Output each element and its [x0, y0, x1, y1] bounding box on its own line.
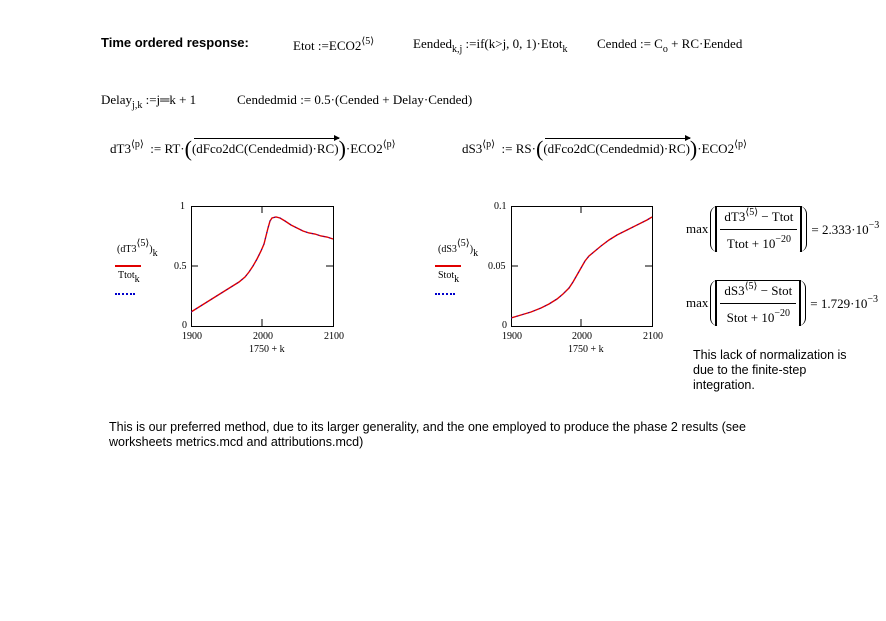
x-axis-label: 1750 + k: [249, 344, 285, 355]
abs-bars: [710, 206, 807, 252]
eq-op: :=: [465, 36, 477, 51]
ytick: 0: [182, 320, 187, 331]
normalization-note: This lack of normalization is due to the finite-step integration.: [693, 348, 847, 392]
section-heading: Time ordered response:: [101, 35, 249, 50]
legend-label: Stot: [438, 270, 455, 281]
xtick: 2000: [572, 331, 592, 342]
result-value: [811, 220, 879, 238]
legend-superscript: ⟨5⟩: [456, 238, 470, 249]
close-paren: ): [338, 136, 346, 161]
fraction: [720, 207, 797, 252]
eq-op: :=: [317, 38, 329, 53]
plot-legend-series2: [118, 270, 140, 285]
eq-coef: RT·: [164, 141, 185, 156]
legend-label: Ttot: [118, 270, 135, 281]
num-text: dT3: [724, 209, 746, 224]
legend-subscript: k: [134, 274, 140, 285]
denominator: [720, 230, 797, 252]
ytick: 0.5: [174, 261, 187, 272]
x-axis-label: 1750 + k: [568, 344, 604, 355]
eq-subscript: k: [562, 44, 568, 55]
legend-label: (dS3: [438, 244, 457, 255]
result-value: [810, 294, 878, 312]
max-function: max: [686, 221, 709, 236]
eq-rhs: if(k>j, 0, 1)·Etot: [476, 36, 563, 51]
equation-dT3[interactable]: [110, 136, 396, 162]
eq-superscript: ⟨p⟩: [382, 139, 396, 150]
num-text: − Ttot: [758, 209, 794, 224]
eq-rhs: 0.5·(Cended + Delay·Cended): [314, 92, 473, 107]
eq-op: :=: [639, 36, 651, 51]
ytick: 0.05: [488, 261, 506, 272]
eq-lhs: Etot: [293, 38, 315, 53]
eq-rhs: ECO2: [328, 38, 362, 53]
eq-lhs: Cendedmid: [237, 92, 297, 107]
legend-line-blue: [435, 293, 455, 295]
legend-label: (dT3: [117, 244, 137, 255]
max-function: max: [686, 295, 709, 310]
legend-subscript: k: [152, 248, 158, 259]
numerator: [720, 281, 796, 304]
plot-area: [191, 206, 334, 327]
numerator: [720, 207, 797, 230]
eq-tail: ·ECO2: [345, 141, 383, 156]
eq-op: :=: [300, 92, 312, 107]
eq-lhs: Eended: [413, 36, 452, 51]
xtick: 2100: [643, 331, 663, 342]
equation-cendedmid[interactable]: [237, 92, 472, 108]
legend-subscript: k: [473, 248, 479, 259]
legend-line-blue: [115, 293, 135, 295]
den-superscript: −20: [775, 234, 791, 245]
legend-label: ): [469, 244, 474, 255]
eq-lhs: dS3: [462, 141, 483, 156]
eq-subscript: o: [662, 44, 668, 55]
eq-lhs: Cended: [597, 36, 637, 51]
open-paren: (: [184, 136, 192, 161]
vectorize-operator: [715, 280, 801, 326]
den-text: Stot + 10: [726, 310, 775, 325]
den-superscript: −20: [774, 308, 791, 319]
abs-bars: [710, 280, 806, 326]
num-superscript: ⟨5⟩: [744, 281, 758, 292]
den-text: Ttot + 10: [726, 236, 776, 251]
method-paragraph: This is our preferred method, due to its larger generality, and the one employed to produce the phase 2 results (see worksheets metrics.mcd and attributions.mcd): [109, 420, 746, 449]
result-text: = 2.333·10: [811, 222, 869, 237]
xtick: 2100: [324, 331, 344, 342]
result-dT3-max[interactable]: [686, 206, 879, 252]
eq-subscript: j,k: [132, 100, 143, 111]
plot-legend-series1: [117, 238, 158, 259]
equation-dS3[interactable]: [462, 136, 747, 162]
num-text: − Stot: [757, 283, 793, 298]
denominator: [720, 304, 796, 326]
ytick: 1: [180, 201, 185, 212]
legend-label: ): [149, 244, 153, 255]
legend-line-red: [435, 265, 461, 267]
eq-lhs: Delay: [101, 92, 133, 107]
ytick: 0: [502, 320, 507, 331]
plot-area: [511, 206, 653, 327]
vectorize-operator: [543, 141, 690, 157]
eq-superscript: ⟨p⟩: [734, 139, 747, 150]
eq-tail: ·ECO2: [697, 141, 735, 156]
result-exponent: −3: [867, 294, 879, 305]
eq-op: :=: [145, 92, 157, 107]
eq-inner: (dFco2dC(Cendedmid)·RC): [191, 141, 339, 156]
eq-superscript: ⟨p⟩: [482, 139, 496, 150]
result-dS3-max[interactable]: [686, 280, 878, 326]
xtick: 1900: [182, 331, 202, 342]
eq-op: :=: [150, 141, 162, 156]
eq-inner: (dFco2dC(Cendedmid)·RC): [543, 141, 690, 156]
ytick: 0.1: [494, 201, 507, 212]
legend-subscript: k: [454, 274, 460, 285]
equation-cended[interactable]: [597, 36, 742, 55]
close-paren: ): [689, 136, 698, 161]
eq-superscript: ⟨5⟩: [361, 36, 375, 47]
open-paren: (: [535, 136, 544, 161]
num-superscript: ⟨5⟩: [745, 207, 759, 218]
plot-legend-series1: [438, 238, 478, 259]
xtick: 2000: [253, 331, 273, 342]
result-text: = 1.729·10: [810, 296, 868, 311]
fraction: [720, 281, 796, 326]
eq-rhs: + RC·Eended: [671, 36, 743, 51]
eq-op: :=: [501, 141, 513, 156]
eq-superscript: ⟨p⟩: [130, 139, 144, 150]
eq-subscript: k,j: [451, 44, 463, 55]
vectorize-operator: [192, 141, 339, 157]
equation-etot[interactable]: [293, 36, 374, 54]
num-text: dS3: [724, 283, 745, 298]
result-exponent: −3: [868, 220, 880, 231]
eq-rhs: j═k + 1: [156, 92, 197, 107]
eq-lhs: dT3: [110, 141, 131, 156]
vectorize-operator: [715, 206, 802, 252]
legend-superscript: ⟨5⟩: [136, 238, 150, 249]
legend-line-red: [115, 265, 141, 267]
equation-delay[interactable]: [101, 92, 196, 111]
plot-legend-series2: [438, 270, 459, 285]
equation-eended[interactable]: [413, 36, 568, 55]
eq-rhs: C: [654, 36, 663, 51]
eq-coef: RS·: [515, 141, 536, 156]
xtick: 1900: [502, 331, 522, 342]
